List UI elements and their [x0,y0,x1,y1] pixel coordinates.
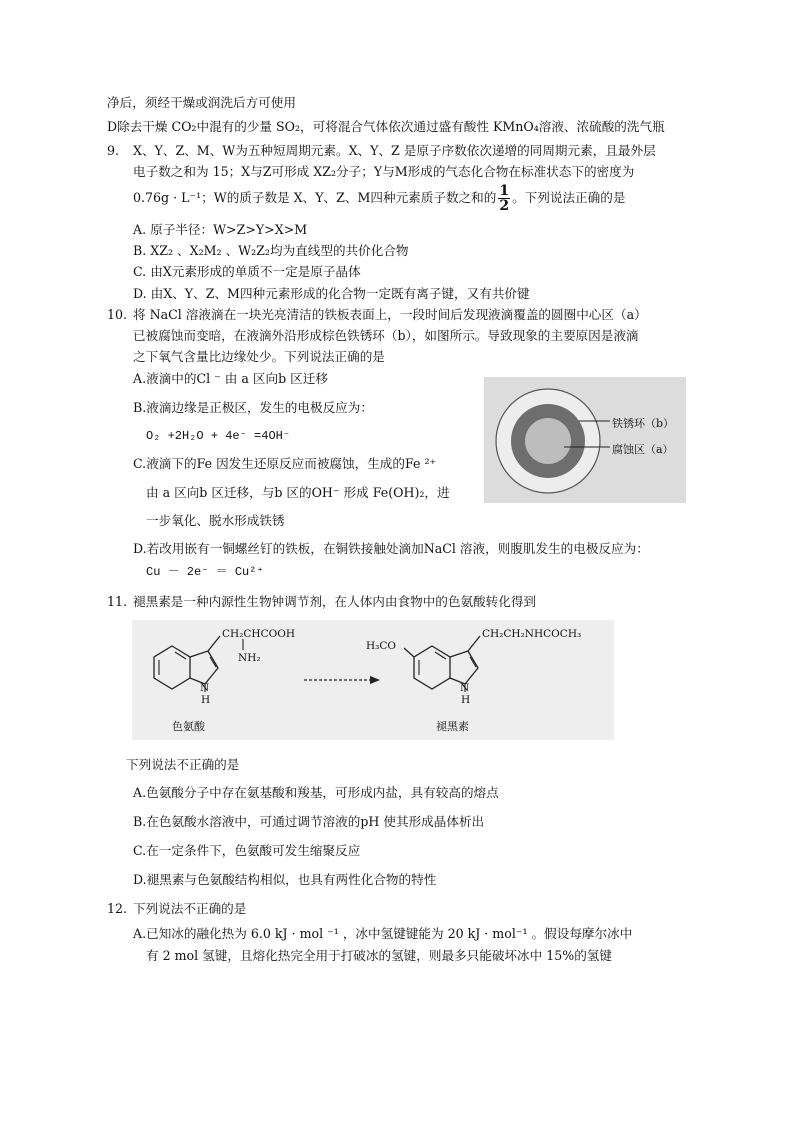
q9-option-c: C. 由X元素形成的单质不一定是原子晶体 [133,264,361,279]
q11-option-c: C.在一定条件下，色氨酸可发生缩聚反应 [133,843,361,858]
q9-number: 9. [107,143,120,158]
q9-option-b: B. XZ₂ 、X₂M₂ 、W₂Z₂均为直线型的共价化合物 [133,243,409,258]
q12-stem: 下列说法不正确的是 [133,901,247,916]
q10-option-b: B.液滴边缘是正极区，发生的电极反应为： [133,400,373,415]
label-corrosion-zone: 腐蚀区（a） [612,443,674,456]
q10-option-c-line2: 由 a 区向b 区迁移，与b 区的OH⁻ 形成 Fe(OH)₂，进 [146,485,450,500]
q10-number: 10. [107,307,128,322]
fraction-denominator: 2 [499,198,510,214]
tryptophan-melatonin-figure [132,620,614,740]
q11-prompt: 下列说法不正确的是 [126,757,240,772]
q10-option-b-equation: O₂ +2H₂O + 4e⁻ =4OH⁻ [146,429,291,443]
q11-stem: 褪黑素是一种内源性生物钟调节剂，在人体内由食物中的色氨酸转化得到 [133,594,536,609]
label-rust-ring: 铁锈环（b） [612,417,675,430]
q10-stem-line1: 将 NaCl 溶液滴在一块光亮清洁的铁板表面上，一段时间后发现液滴覆盖的圆圈中心区（a） [133,307,647,322]
tryptophan-side-chain: CH₂CHCOOH [222,628,295,640]
q9-stem-line2: 电子数之和为 15；X与Z可形成 XZ₂分子；Y与M形成的气态化合物在标准状态下的密度为 [133,164,635,179]
q11-option-b: B.在色氨酸水溶液中，可通过调节溶液的pH 使其形成晶体析出 [133,814,485,829]
q10-option-d: D.若改用嵌有一铜螺丝钉的铁板，在铜铁接触处滴加NaCl 溶液，则腹肌发生的电极反应为： [133,541,649,556]
melatonin-name: 褪黑素 [436,720,469,733]
melatonin-pyrrole-ring [450,651,478,684]
q9-fraction [498,184,510,213]
tryptophan-amine: NH₂ [238,652,261,664]
q12-option-a-line1: A.已知冰的融化热为 6.0 kJ · mol ⁻¹ ，冰中氢键键能为 20 kJ · mol⁻¹ 。假设每摩尔冰中 [133,926,633,941]
q11-option-a: A.色氨酸分子中存在氨基酸和羧基，可形成内盐，具有较高的熔点 [133,785,499,800]
q10-option-c-line3: 一步氧化、脱水形成铁锈 [146,513,285,528]
melatonin-h: H [461,694,471,706]
droplet-diagram [484,377,686,503]
melatonin-side-chain: CH₂CH₂NHCOCH₃ [482,628,582,640]
q10-option-d-equation: Cu － 2e⁻ ＝ Cu²⁺ [146,565,264,579]
q8-option-d: D除去干燥 CO₂中混有的少量 SO₂，可将混合气体依次通过盛有酸性 KMnO₄溶液、浓硫酸的洗气瓶 [107,119,665,134]
fraction-numerator: 1 [499,183,510,199]
q9-stem-line3 [133,184,625,213]
tryptophan-h: H [201,694,211,706]
q9-option-a: A. 原子半径：W>Z>Y>X>M [133,222,308,237]
q10-option-a: A.液滴中的Cl ⁻ 由 a 区向b 区迁移 [133,371,328,386]
q11-number: 11. [107,594,128,609]
q10-option-c-line1: C.液滴下的Fe 因发生还原反应而被腐蚀，生成的Fe ²⁺ [133,456,437,471]
q10-stem-line3: 之下氧气含量比边缘处少。下列说法正确的是 [133,349,385,364]
corrosion-figure [484,377,686,503]
melatonin-n: N [460,682,470,694]
q9-stem3a: 0.76g · L⁻¹；W的质子数是 X、Y、Z、M四种元素质子数之和的 [133,190,497,206]
melatonin-methoxy: H₃CO [366,640,397,652]
q11-option-d: D.褪黑素与色氨酸结构相似，也具有两性化合物的特性 [133,872,437,887]
tryptophan-n: N [200,682,210,694]
q9-option-d: D. 由X、Y、Z、M四种元素形成的化合物一定既有离子键，又有共价键 [133,286,530,301]
q9-stem3b: 。下列说法正确的是 [512,190,626,206]
q8-continuation: 净后，须经干燥或润洗后方可使用 [107,95,296,110]
q12-option-a-line2: 有 2 mol 氢键，且熔化热完全用于打破冰的氢键，则最多只能破坏冰中 15%的氢键 [146,948,612,963]
tryptophan-name: 色氨酸 [172,720,205,733]
tryptophan-pyrrole-ring [190,651,218,684]
q12-number: 12. [107,901,128,916]
q9-stem-line1: X、Y、Z、M、W为五种短周期元素。X、Y、Z 是原子序数依次递增的同周期元素，且最外层 [133,143,656,158]
q10-stem-line2: 已被腐蚀而变暗，在液滴外沿形成棕色铁锈环（b），如图所示。导致现象的主要原因是液滴 [133,328,639,343]
corrosion-zone-a [525,418,571,464]
